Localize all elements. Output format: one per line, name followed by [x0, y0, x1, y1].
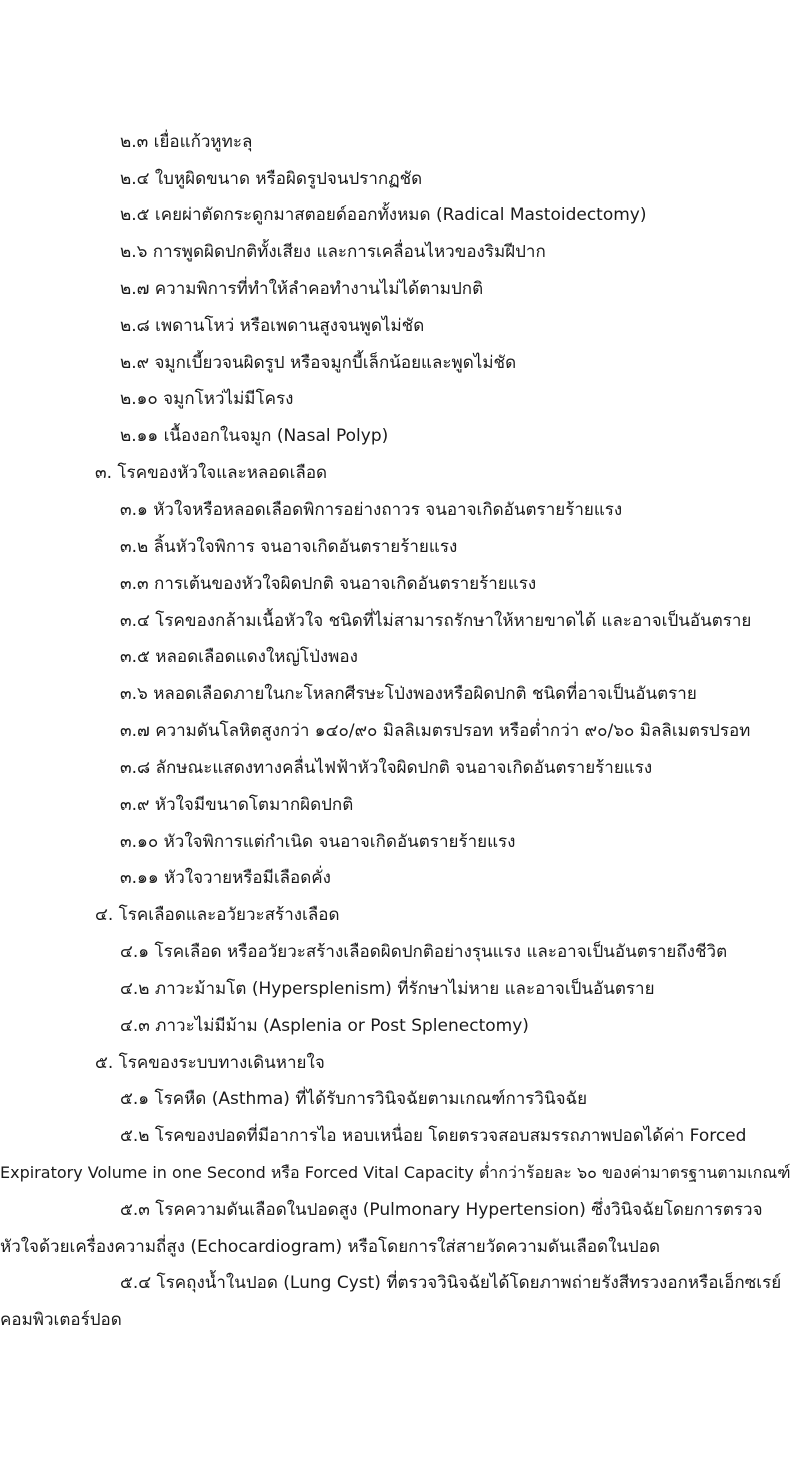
paragraph-line: คอมพิวเตอร์ปอด: [0, 1310, 122, 1330]
list-item: ๒.๖ การพูดผิดปกติทั้งเสียง และการเคลื่อนไหวของริมฝีปาก: [120, 242, 546, 262]
list-item: ๕.๑ โรคหืด (Asthma) ที่ได้รับการวินิจฉัยตามเกณฑ์การวินิจฉัย: [120, 1089, 588, 1109]
paragraph-line: หัวใจด้วยเครื่องความถี่สูง (Echocardiogram) หรือโดยการใส่สายวัดความดันเลือดในปอด: [0, 1237, 661, 1257]
list-item: ๒.๑๐ จมูกโหว่ไม่มีโครง: [120, 389, 294, 409]
paragraph-line: ๕.๔ โรคถุงน้ำในปอด (Lung Cyst) ที่ตรวจวินิจฉัยได้โดยภาพถ่ายรังสีทรวงอกหรือเอ็กซเรย์: [120, 1273, 782, 1293]
section-heading: ๔. โรคเลือดและอวัยวะสร้างเลือด: [95, 905, 340, 925]
list-item: ๓.๒ ลิ้นหัวใจพิการ จนอาจเกิดอันตรายร้ายแรง: [120, 537, 458, 557]
list-item: ๒.๗ ความพิการที่ทำให้ลำคอทำงานไม่ได้ตามปกติ: [120, 279, 484, 299]
paragraph-line: ๕.๓ โรคความดันเลือดในปอดสูง (Pulmonary Hypertension) ซึ่งวินิจฉัยโดยการตรวจ: [120, 1200, 763, 1220]
list-item: ๓.๑๐ หัวใจพิการแต่กำเนิด จนอาจเกิดอันตรายร้ายแรง: [120, 832, 516, 852]
list-item: ๒.๔ ใบหูผิดขนาด หรือผิดรูปจนปรากฏชัด: [120, 169, 423, 189]
paragraph-line: Expiratory Volume in one Second หรือ Forced Vital Capacity ต่ำกว่าร้อยละ ๖๐ ของค่ามาตรฐานตามเกณฑ์: [0, 1163, 791, 1182]
list-item: ๒.๙ จมูกเบี้ยวจนผิดรูป หรือจมูกบี้เล็กน้อยและพูดไม่ชัด: [120, 353, 517, 373]
list-item: ๓.๙ หัวใจมีขนาดโตมากผิดปกติ: [120, 795, 354, 815]
list-item: ๒.๑๑ เนื้องอกในจมูก (Nasal Polyp): [120, 426, 389, 446]
list-item: ๓.๔ โรคของกล้ามเนื้อหัวใจ ชนิดที่ไม่สามารถรักษาให้หายขาดได้ และอาจเป็นอันตราย: [120, 611, 752, 631]
list-item: ๔.๒ ภาวะม้ามโต (Hypersplenism) ที่รักษาไม่หาย และอาจเป็นอันตราย: [120, 979, 655, 999]
list-item: ๓.๑ หัวใจหรือหลอดเลือดพิการอย่างถาวร จนอาจเกิดอันตรายร้ายแรง: [120, 500, 623, 520]
section-heading: ๕. โรคของระบบทางเดินหายใจ: [95, 1053, 325, 1073]
list-item: ๓.๕ หลอดเลือดแดงใหญ่โป่งพอง: [120, 647, 358, 667]
list-item: ๓.๓ การเต้นของหัวใจผิดปกติ จนอาจเกิดอันตรายร้ายแรง: [120, 574, 537, 594]
list-item: ๒.๓ เยื่อแก้วหูทะลุ: [120, 132, 253, 152]
list-item: ๒.๘ เพดานโหว่ หรือเพดานสูงจนพูดไม่ชัด: [120, 316, 425, 336]
list-item: ๓.๗ ความดันโลหิตสูงกว่า ๑๔๐/๙๐ มิลลิเมตรปรอท หรือต่ำกว่า ๙๐/๖๐ มิลลิเมตรปรอท: [120, 721, 751, 741]
paragraph-line: ๕.๒ โรคของปอดที่มีอาการไอ หอบเหนื่อย โดยตรวจสอบสมรรถภาพปอดได้ค่า Forced: [120, 1126, 747, 1146]
list-item: ๔.๓ ภาวะไม่มีม้าม (Asplenia or Post Splenectomy): [120, 1016, 529, 1036]
list-item: ๒.๕ เคยผ่าตัดกระดูกมาสตอยด์ออกทั้งหมด (Radical Mastoidectomy): [120, 205, 647, 225]
list-item: ๓.๖ หลอดเลือดภายในกะโหลกศีรษะโป่งพองหรือผิดปกติ ชนิดที่อาจเป็นอันตราย: [120, 684, 697, 704]
list-item: ๓.๑๑ หัวใจวายหรือมีเลือดคั่ง: [120, 868, 331, 888]
list-item: ๔.๑ โรคเลือด หรืออวัยวะสร้างเลือดผิดปกติอย่างรุนแรง และอาจเป็นอันตรายถึงชีวิต: [120, 942, 728, 962]
section-heading: ๓. โรคของหัวใจและหลอดเลือด: [95, 463, 328, 483]
list-item: ๓.๘ ลักษณะแสดงทางคลื่นไฟฟ้าหัวใจผิดปกติ จนอาจเกิดอันตรายร้ายแรง: [120, 758, 653, 778]
